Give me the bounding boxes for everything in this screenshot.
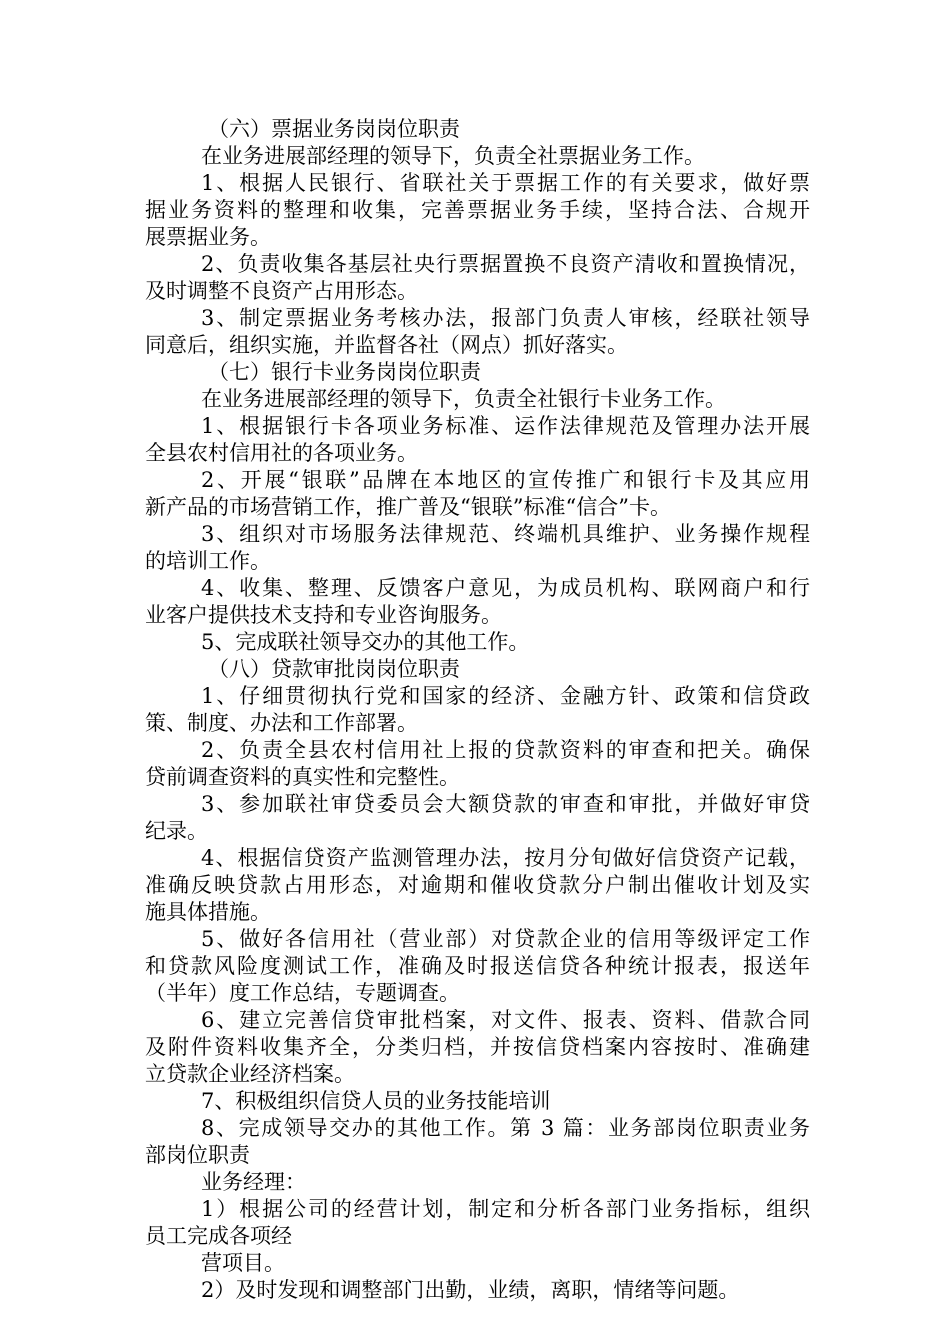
paragraph-line: 立贷款企业经济档案。 [145, 1062, 355, 1086]
paragraph-line: 5、做好各信用社（营业部）对贷款企业的信用等级评定工作 [201, 927, 810, 951]
paragraph-line: 1、仔细贯彻执行党和国家的经济、金融方针、政策和信贷政 [201, 684, 810, 708]
paragraph-line: 及附件资料收集齐全，分类归档，并按信贷档案内容按时、准确建 [145, 1035, 810, 1059]
paragraph-line: 2、负责全县农村信用社上报的贷款资料的审查和把关。确保 [201, 738, 810, 762]
paragraph-line: 2、负责收集各基层社央行票据置换不良资产清收和置换情况， [201, 252, 810, 276]
paragraph-line: 全县农村信用社的各项业务。 [145, 441, 418, 465]
paragraph-line: 2）及时发现和调整部门出勤，业绩，离职，情绪等问题。 [201, 1278, 740, 1302]
paragraph-line: 5、完成联社领导交办的其他工作。 [201, 630, 530, 654]
paragraph-line: 在业务进展部经理的领导下，负责全社银行卡业务工作。 [201, 387, 726, 411]
section-heading: （八）贷款审批岗岗位职责 [208, 657, 460, 681]
document-body [145, 116, 810, 1304]
paragraph-line: 1）根据公司的经营计划，制定和分析各部门业务指标，组织 [201, 1197, 810, 1221]
paragraph-line: 纪录。 [145, 819, 208, 843]
paragraph-line: 新产品的市场营销工作，推广普及“银联”标准“信合”卡。 [145, 495, 671, 519]
paragraph-line: 4、收集、整理、反馈客户意见，为成员机构、联网商户和行 [201, 576, 810, 600]
paragraph-line: 同意后，组织实施，并监督各社（网点）抓好落实。 [145, 333, 628, 357]
section-heading: （七）银行卡业务岗岗位职责 [208, 360, 481, 384]
paragraph-line: （半年）度工作总结，专题调查。 [145, 981, 460, 1005]
paragraph-line: 7、积极组织信贷人员的业务技能培训 [201, 1089, 551, 1113]
paragraph-line: 员工完成各项经 [145, 1224, 292, 1248]
paragraph-line: 2、开展“银联”品牌在本地区的宣传推广和银行卡及其应用 [201, 468, 810, 492]
paragraph-line: 1、根据银行卡各项业务标准、运作法律规范及管理办法开展 [201, 414, 810, 438]
paragraph-line: 施具体措施。 [145, 900, 271, 924]
paragraph-line: 业客户提供技术支持和专业咨询服务。 [145, 603, 502, 627]
paragraph-line: 及时调整不良资产占用形态。 [145, 279, 418, 303]
paragraph-line: 贷前调查资料的真实性和完整性。 [145, 765, 460, 789]
section-heading: （六）票据业务岗岗位职责 [208, 117, 460, 141]
paragraph-line: 和贷款风险度测试工作，准确及时报送信贷各种统计报表，报送年 [145, 954, 810, 978]
paragraph-line: 营项目。 [201, 1251, 285, 1275]
paragraph-line: 在业务进展部经理的领导下，负责全社票据业务工作。 [201, 144, 705, 168]
paragraph-line: 策、制度、办法和工作部署。 [145, 711, 418, 735]
paragraph-line: 展票据业务。 [145, 225, 271, 249]
paragraph-line: 准确反映贷款占用形态，对逾期和催收贷款分户制出催收计划及实 [145, 873, 810, 897]
paragraph-line: 3、参加联社审贷委员会大额贷款的审查和审批，并做好审贷 [201, 792, 810, 816]
paragraph-line: 业务经理： [201, 1170, 306, 1194]
paragraph-line: 3、制定票据业务考核办法，报部门负责人审核，经联社领导 [201, 306, 810, 330]
paragraph-line: 的培训工作。 [145, 549, 271, 573]
paragraph-line: 6、建立完善信贷审批档案，对文件、报表、资料、借款合同 [201, 1008, 810, 1032]
paragraph-line: 1、根据人民银行、省联社关于票据工作的有关要求，做好票 [201, 171, 810, 195]
paragraph-line: 部岗位职责 [145, 1143, 250, 1167]
paragraph-line: 4、根据信贷资产监测管理办法，按月分旬做好信贷资产记载， [201, 846, 810, 870]
paragraph-line: 3、组织对市场服务法律规范、终端机具维护、业务操作规程 [201, 522, 810, 546]
paragraph-line: 8、完成领导交办的其他工作。第 3 篇：业务部岗位职责业务 [201, 1116, 810, 1140]
paragraph-line: 据业务资料的整理和收集，完善票据业务手续，坚持合法、合规开 [145, 198, 810, 222]
